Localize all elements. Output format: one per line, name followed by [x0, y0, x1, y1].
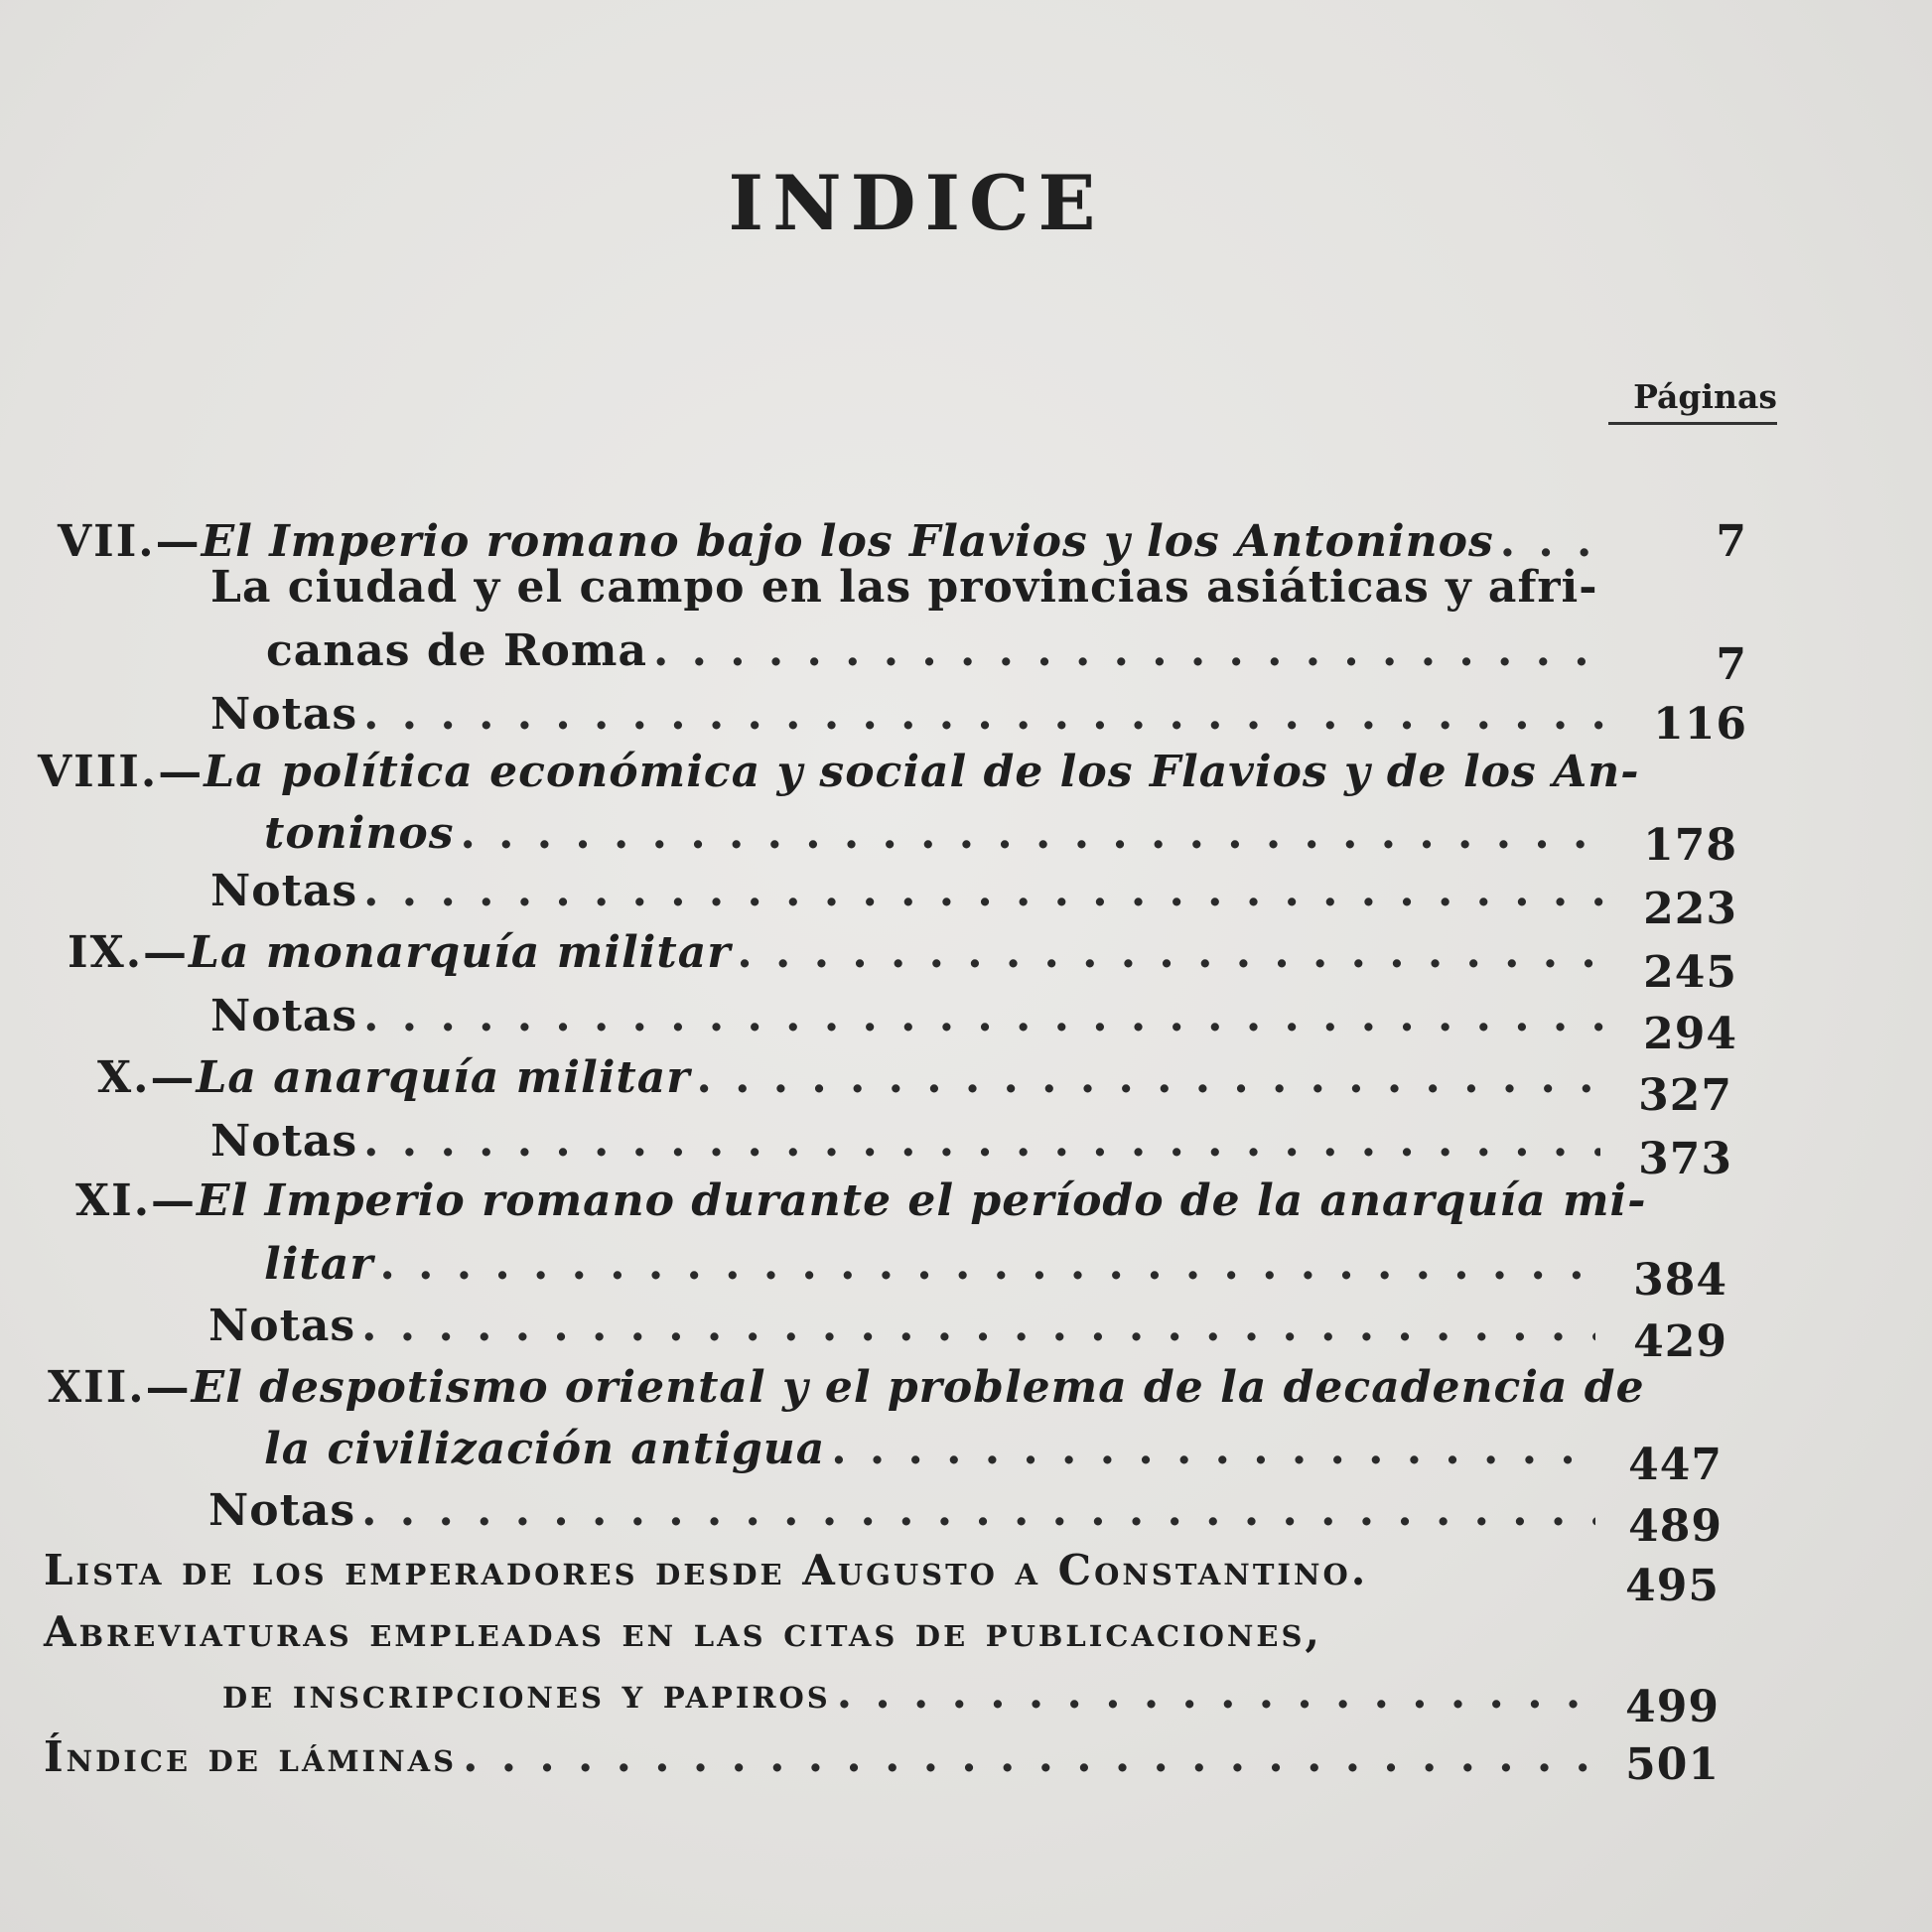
dot-leader [379, 1235, 1595, 1295]
chapter-title-continuation: litar [264, 1239, 374, 1290]
chapter-title: El Imperio romano bajo los Flavios y los Antoninos [201, 516, 1494, 567]
notas-label: Notas [208, 1485, 356, 1536]
paginas-column-header: Páginas [1608, 377, 1777, 425]
page-number: 245 [1643, 947, 1737, 998]
chapter-number: XI.— [75, 1175, 198, 1226]
toc-entry-abreviaturas-line1: Abreviaturas empleadas en las citas de publicaciones, [44, 1607, 1323, 1656]
page-number: 178 [1643, 820, 1737, 871]
toc-entry-notas [210, 862, 1611, 921]
page-number: 7 [1716, 639, 1747, 690]
page-number: 327 [1638, 1070, 1732, 1121]
page-number: 501 [1625, 1739, 1720, 1790]
dot-leader [363, 862, 1605, 921]
page-number: 7 [1716, 516, 1747, 567]
chapter-title-continuation: toninos [264, 808, 455, 859]
page-number: 447 [1628, 1440, 1723, 1490]
dot-leader [696, 1048, 1605, 1108]
page-number: 373 [1638, 1134, 1732, 1184]
toc-entry-lista: Lista de los emperadores desde Augusto a Constantino. [44, 1546, 1369, 1594]
toc-entry-xi-line1 [75, 1172, 1647, 1231]
toc-entry-subtitle-line2 [266, 621, 1621, 681]
chapter-title: La anarquía militar [196, 1052, 691, 1103]
dot-leader [361, 1481, 1595, 1541]
notas-label: Notas [210, 866, 358, 916]
toc-entry-subtitle-line1: La ciudad y el campo en las provincias asiáticas y afri- [210, 562, 1598, 613]
dot-leader [831, 1420, 1595, 1479]
dot-leader [363, 685, 1615, 745]
dot-leader [363, 1112, 1600, 1172]
chapter-number: X.— [97, 1052, 197, 1103]
chapter-title: La política económica y social de los Flavios y de los An- [204, 747, 1640, 797]
toc-entry-xii-line2 [264, 1420, 1601, 1479]
dot-leader [363, 987, 1605, 1046]
dot-leader [653, 621, 1615, 681]
subtitle-continuation: canas de Roma [266, 625, 647, 676]
chapter-number: IX.— [68, 927, 190, 978]
chapter-title: El despotismo oriental y el problema de la decadencia de [191, 1362, 1645, 1413]
notas-label: Notas [208, 1301, 356, 1351]
dot-leader [361, 1297, 1595, 1356]
page-number: 223 [1643, 884, 1737, 934]
page-number: 495 [1625, 1561, 1720, 1611]
toc-entry-viii-line2 [264, 804, 1611, 864]
chapter-number: XII.— [48, 1362, 192, 1413]
abreviaturas-continuation: de inscripciones y papiros [222, 1669, 831, 1718]
toc-entry-viii-line1 [38, 743, 1640, 802]
dot-leader [837, 1664, 1592, 1724]
notas-label: Notas [210, 689, 358, 740]
notas-label: Notas [210, 1116, 358, 1167]
toc-entry-notas [208, 1481, 1601, 1541]
chapter-number: VIII.— [38, 747, 205, 797]
toc-entry-xi-line2 [264, 1235, 1601, 1295]
toc-entry-indice-laminas [44, 1727, 1598, 1787]
chapter-title: El Imperio romano durante el período de la anarquía mi- [197, 1175, 1647, 1226]
page-number: 116 [1653, 699, 1747, 750]
page-number: 429 [1633, 1316, 1727, 1367]
chapter-title: La monarquía militar [189, 927, 732, 978]
dot-leader [461, 804, 1606, 864]
notas-label: Notas [210, 991, 358, 1041]
toc-entry-notas [210, 1112, 1606, 1172]
page-title: INDICE [728, 159, 1105, 247]
page-number: 294 [1643, 1009, 1737, 1059]
page-number: 384 [1633, 1255, 1727, 1306]
dot-leader [463, 1727, 1592, 1787]
toc-entry-xii-line1 [48, 1358, 1645, 1418]
toc-entry-x [97, 1048, 1611, 1108]
toc-entry-notas [208, 1297, 1601, 1356]
dot-leader [737, 923, 1605, 983]
toc-entry-notas [210, 685, 1621, 745]
chapter-number: VII.— [58, 516, 202, 567]
toc-entry-notas [210, 987, 1611, 1046]
page-number: 499 [1625, 1682, 1720, 1732]
toc-entry-ix [68, 923, 1611, 983]
chapter-title-continuation: la civilización antigua [264, 1424, 826, 1474]
toc-entry-abreviaturas-line2 [222, 1664, 1598, 1724]
indice-laminas-label: Índice de láminas [44, 1732, 458, 1781]
page-number: 489 [1628, 1501, 1723, 1552]
